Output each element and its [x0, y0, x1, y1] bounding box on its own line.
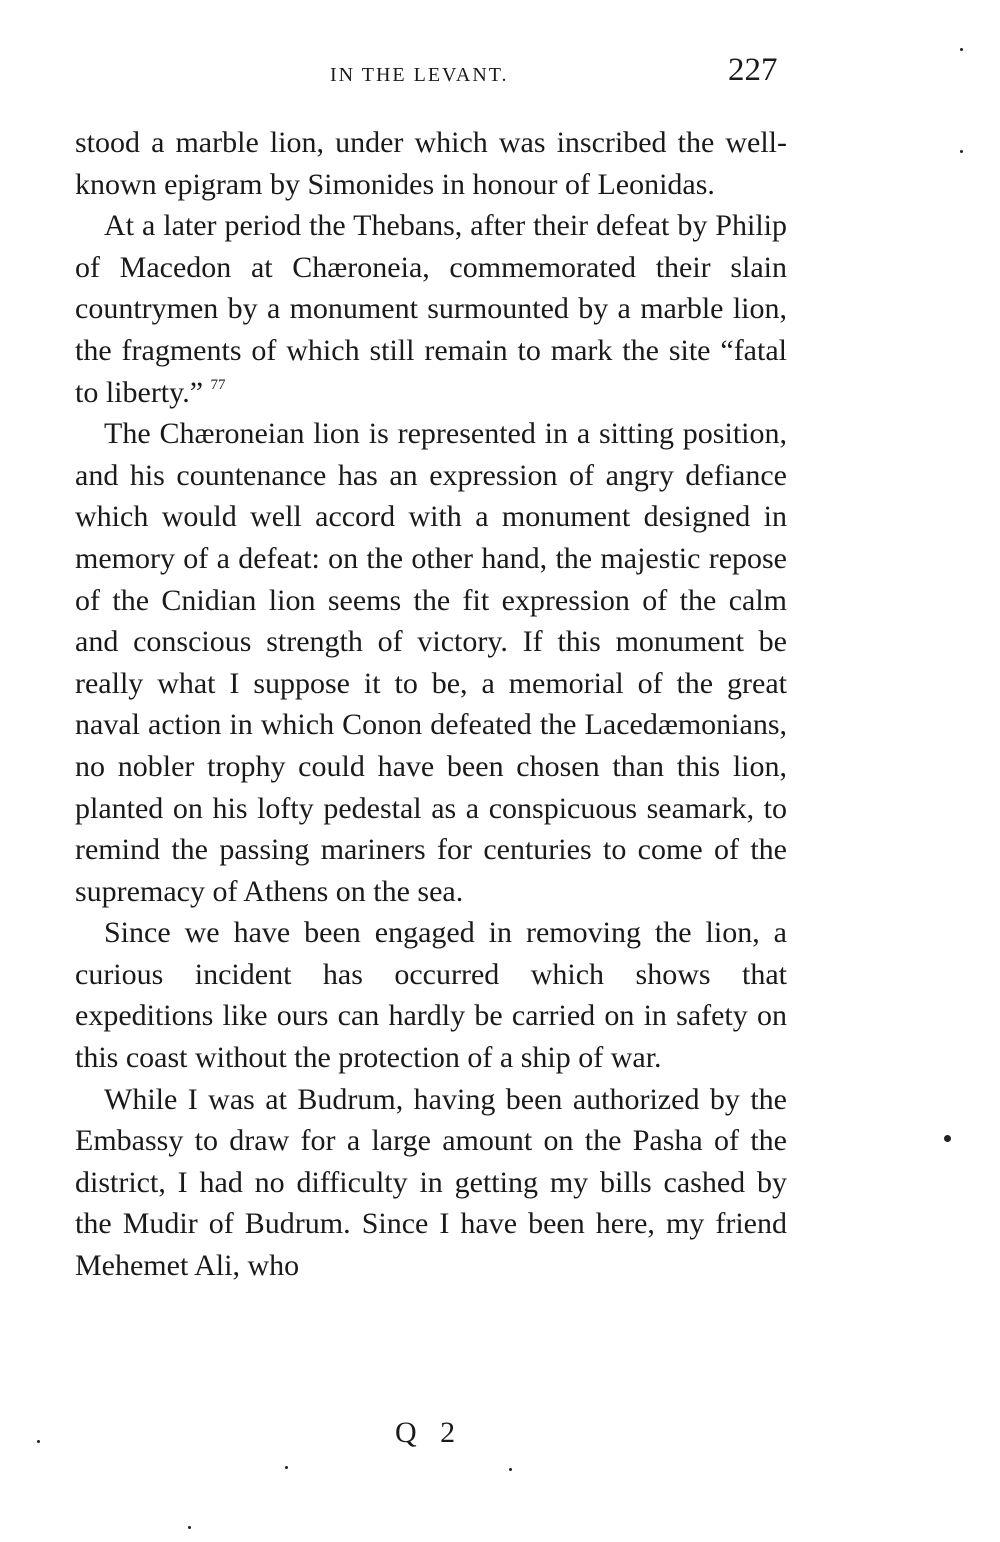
signature-mark: Q 2	[395, 1416, 464, 1449]
paragraph-chaeroneia: At a later period the Thebans, after their defeat by Philip of Macedon at Chæroneia, commemorated their slain countrymen by a monument surmounted by a marble lion, the fragments of which still remain to mark the site “fatal to liberty.” $^{77}$	[75, 209, 787, 409]
paragraph-incident: Since we have been engaged in removing the lion, a curious incident has occurred which shows that expeditions like ours can hardly be carried on in safety on this coast without the protection of a ship of war.	[75, 916, 787, 1075]
paper-speck	[960, 48, 963, 51]
paper-speck	[960, 150, 963, 153]
paragraph-budrum: While I was at Budrum, having been authorized by the Embassy to draw for a large amount on the Pasha of the district, I had no difficulty in getting my bills cashed by the Mudir of Budrum. Since I have been here, my friend Mehemet Ali, who	[75, 1082, 787, 1283]
paper-speck	[188, 1526, 191, 1529]
paragraph-continuation: stood a marble lion, under which was inscribed the well-known epigram by Simonides in honour of Leonidas.	[75, 126, 787, 201]
paper-speck	[509, 1468, 512, 1471]
paper-speck	[37, 1440, 40, 1443]
paragraph-lion-comparison: The Chæroneian lion is represented in a sitting position, and his countenance has an expression of angry defiance which would well accord with a monument designed in memory of a defeat: on the other hand, the majestic repose of the Cnidian lion seems the fit expression of the calm and conscious strength of victory. If this monument be really what I suppose it to be, a memorial of the great naval action in which Conon defeated the Lacedæmonians, no nobler trophy could have been chosen than this lion, planted on his lofty pedestal as a conspicuous seamark, to remind the passing mariners for centuries to come of the supremacy of Athens on the sea.	[75, 417, 787, 908]
paper-speck	[944, 1135, 951, 1142]
page-number: 227	[728, 52, 778, 88]
paper-speck	[285, 1466, 288, 1469]
running-head	[0, 50, 1000, 100]
body-text	[75, 122, 787, 1287]
footnote-reference: 77	[210, 376, 226, 393]
running-title: IN THE LEVANT.	[330, 64, 509, 86]
